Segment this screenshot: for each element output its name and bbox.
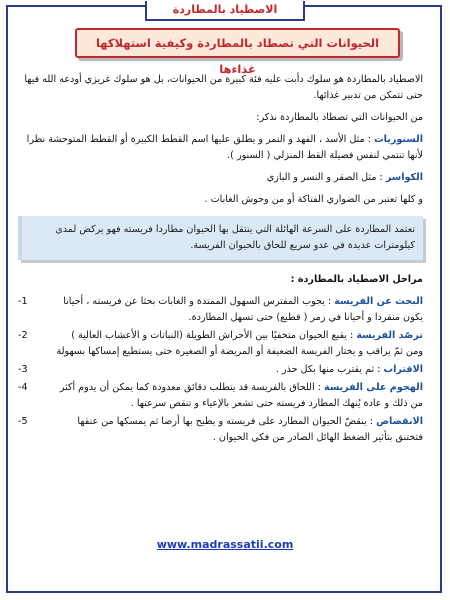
step-title: الهجوم على الفريسة: [324, 382, 423, 393]
felines-label: السنوريات: [374, 134, 423, 145]
list-item: [18, 362, 423, 378]
step-number: -4: [18, 382, 28, 393]
step-number: -5: [18, 416, 28, 427]
raptors-paragraph: [18, 170, 423, 186]
felines-paragraph: [18, 132, 423, 164]
felines-text: : مثل الأسد ، الفهد و النمر و يطلق عليها اسم القطط الكبيرة أو القطط المتوحشة نظرا لأنها تنتمي لنفس فصيلة القط المنزلي ( السنور ).: [26, 134, 423, 161]
lesson-content: [18, 72, 423, 448]
list-item: [18, 380, 423, 412]
top-tab-title: الاصطياد بالمطاردة: [145, 1, 305, 21]
step-text: : ثم يقترب منها بكل حذر .: [275, 364, 381, 375]
step-title: الانقضاض: [376, 416, 423, 427]
speed-highlight-box: تعتمد المطاردة على السرعة الهائلة التي ينتقل بها الحيوان مطاردا فريسته فهو يركض لمدى كيلومترات عديدة في عدو سريع للحاق بالحيوان الفريسة.: [18, 216, 423, 260]
step-number: -1: [18, 296, 28, 307]
step-text: : يجوب المفترس السهول الممتدة و الغابات بحثا عن فريسته ، أحيانا يكون منفردا و أحيانا في زمر ( قطيع) حتى تسهل المطاردة.: [63, 296, 423, 323]
raptors-text: : مثل الصقر و النسر و البازي: [266, 172, 383, 183]
animals-intro: من الحيوانات التي تصطاد بالمطاردة نذكر:: [256, 112, 423, 123]
list-item: [18, 328, 423, 360]
all-note: و كلها تعتبر من الضواري الفتاكة أو من وحوش الغابات .: [204, 194, 423, 205]
steps-list: [18, 294, 423, 446]
website-link[interactable]: www.madrassatii.com: [156, 538, 294, 551]
step-text: : يقبع الحيوان متخفيًا بين الأحراش الطويلة (النباتات و الأعشاب العالية ) ومن ثمّ يراقب و يختار الفريسة الضعيفة أو المريضة أو الصغيرة حتى يستطيع إمساكها بسهولة: [56, 330, 423, 357]
step-number: -2: [18, 330, 28, 341]
step-text: : اللحاق بالفريسة قد يتطلب دقائق معدودة كما يمكن أن يدوم أكثر من ذلك و عادة يُنهك المطارد فريسته حتى تشعر بالإعياء و تنقص سرعتها .: [59, 382, 423, 409]
raptors-label: الكواسر: [385, 172, 423, 183]
step-title: الاقتراب: [383, 364, 423, 375]
step-text: : ينقضّ الحيوان المطارد على فريسته و يطيح بها أرضا ثم يمسكها من عنقها فتختنق بتأثير الضغط الهائل الصادر من فكي الحيوان .: [77, 416, 423, 443]
list-item: [18, 414, 423, 446]
step-number: -3: [18, 364, 28, 375]
step-title: ترصّد الفريسة: [356, 330, 423, 341]
step-title: البحث عن الفريسة: [334, 296, 423, 307]
lesson-title: الحيوانات التي تصطاد بالمطاردة وكيفية استهلاكها غذاءها: [75, 28, 400, 58]
intro-paragraph: الاصطياد بالمطاردة هو سلوك دأبت عليه فئة كبيرة من الحيوانات، بل هو سلوك غريزي أودعه الله فيها حتى تتمكن من تدبير غذائها.: [24, 74, 423, 101]
list-item: [18, 294, 423, 326]
stages-title: مراحل الاصطياد بالمطاردة :: [290, 274, 423, 285]
